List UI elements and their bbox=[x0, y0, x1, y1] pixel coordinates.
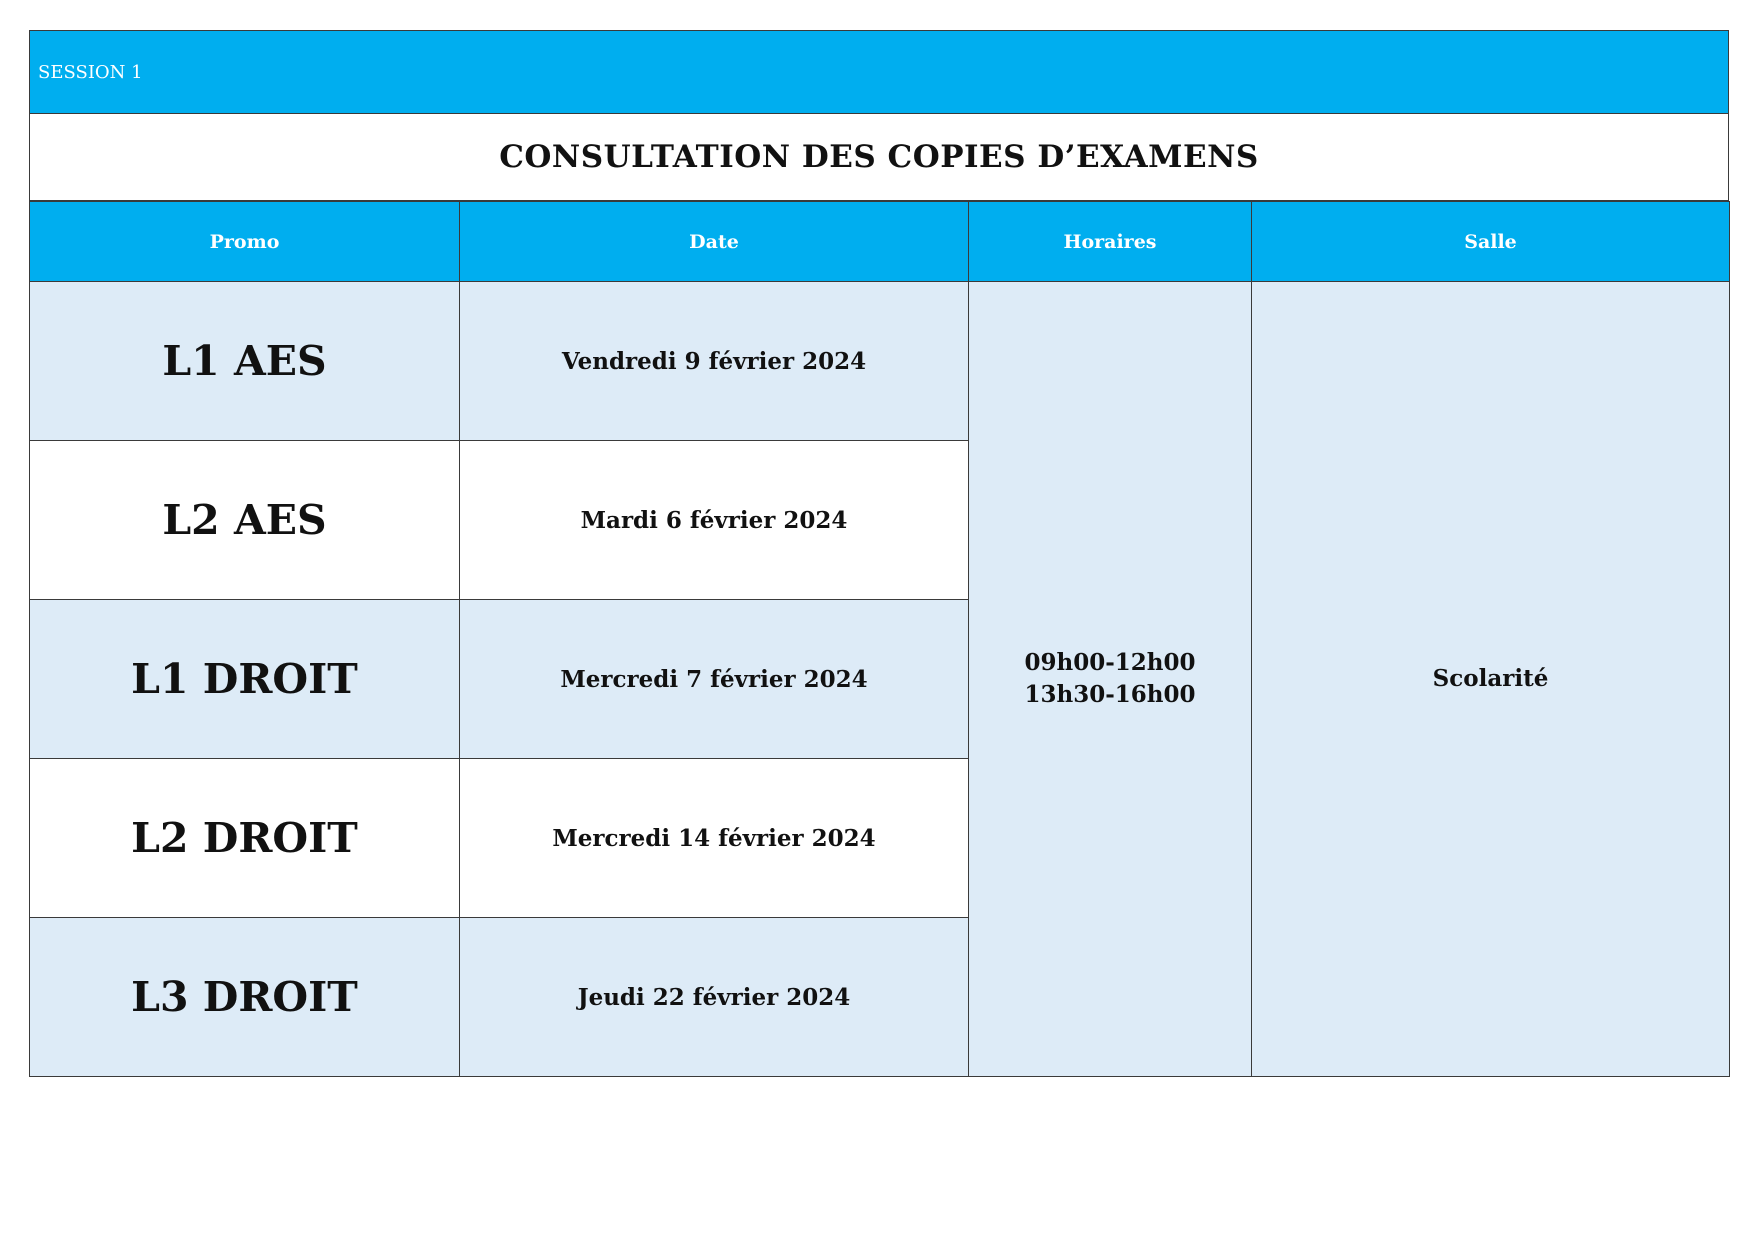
salle-cell: Scolarité bbox=[1252, 282, 1730, 1077]
table-row bbox=[30, 282, 1730, 441]
schedule-table bbox=[29, 201, 1730, 1077]
date-cell: Mercredi 7 février 2024 bbox=[460, 600, 969, 759]
promo-cell: L2 DROIT bbox=[30, 759, 460, 918]
promo-cell: L2 AES bbox=[30, 441, 460, 600]
date-cell: Jeudi 22 février 2024 bbox=[460, 918, 969, 1077]
promo-cell: L1 DROIT bbox=[30, 600, 460, 759]
column-header-promo: Promo bbox=[30, 202, 460, 282]
title-bar bbox=[29, 114, 1729, 201]
promo-cell: L1 AES bbox=[30, 282, 460, 441]
horaires-line-2: 13h30-16h00 bbox=[1024, 681, 1196, 708]
horaires-line-1: 09h00-12h00 bbox=[1024, 649, 1196, 676]
page-title: CONSULTATION DES COPIES D’EXAMENS bbox=[499, 139, 1259, 175]
exam-schedule-sheet bbox=[29, 30, 1729, 1077]
session-bar bbox=[29, 30, 1729, 114]
date-cell: Vendredi 9 février 2024 bbox=[460, 282, 969, 441]
column-header-date: Date bbox=[460, 202, 969, 282]
column-header-horaires: Horaires bbox=[969, 202, 1252, 282]
session-label: SESSION 1 bbox=[38, 61, 143, 83]
horaires-cell bbox=[969, 282, 1252, 1077]
table-header-row bbox=[30, 202, 1730, 282]
promo-cell: L3 DROIT bbox=[30, 918, 460, 1077]
date-cell: Mardi 6 février 2024 bbox=[460, 441, 969, 600]
column-header-salle: Salle bbox=[1252, 202, 1730, 282]
date-cell: Mercredi 14 février 2024 bbox=[460, 759, 969, 918]
